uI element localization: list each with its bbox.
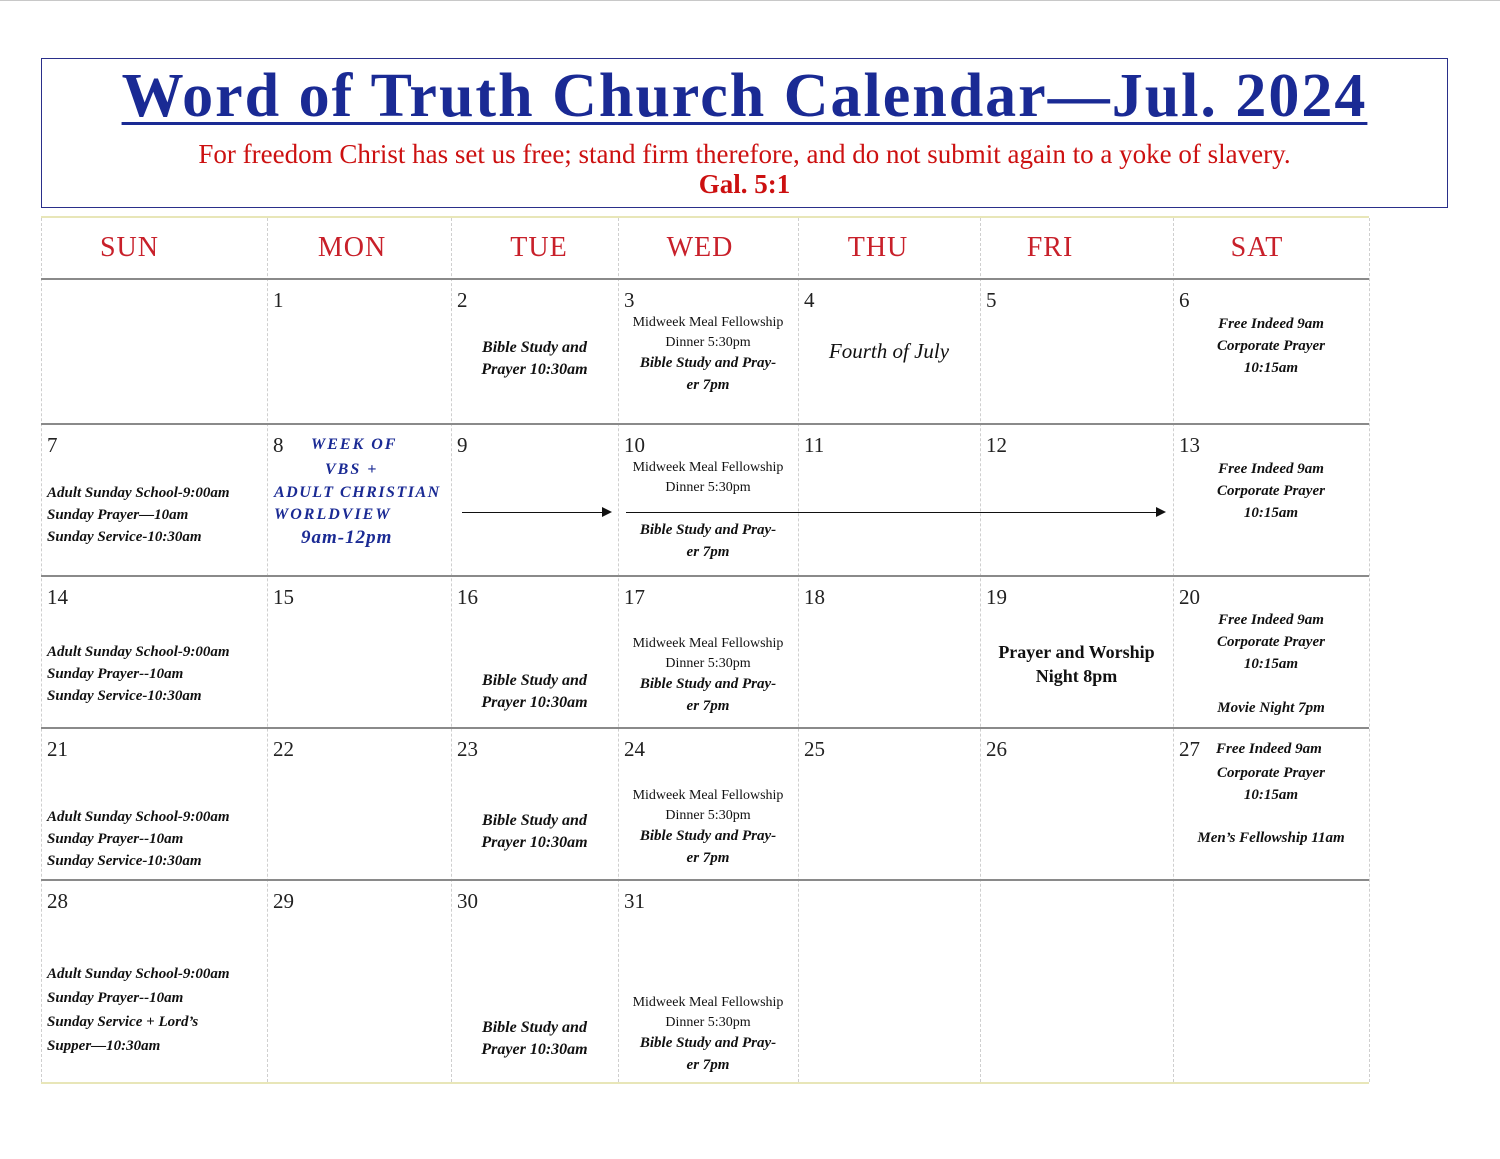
day-cell[interactable] <box>618 280 798 423</box>
event-movie-night: Movie Night 7pm <box>1217 700 1325 716</box>
day-number: 30 <box>457 889 478 913</box>
day-number: 31 <box>624 889 645 913</box>
day-cell[interactable] <box>618 577 798 727</box>
day-number: 27 <box>1179 737 1200 761</box>
column-divider <box>1369 218 1370 1082</box>
event-fourth-of-july: Fourth of July <box>828 339 950 363</box>
day-cell[interactable] <box>980 577 1173 727</box>
day-cell[interactable] <box>618 425 798 575</box>
day-cell[interactable] <box>267 280 451 423</box>
event-sunday-schedule: Adult Sunday School-9:00am Sunday Prayer--10am Sunday Service-10:30am <box>47 809 230 869</box>
event-vbs-line3: ADULT CHRISTIAN <box>274 484 441 501</box>
day-cell[interactable] <box>1173 425 1369 575</box>
weekday-fri: FRI <box>1026 232 1074 263</box>
day-number: 13 <box>1179 433 1200 457</box>
weekday-thu: THU <box>847 232 909 263</box>
event-vbs-line2: VBS + <box>325 461 379 478</box>
event-free-indeed: Free Indeed 9am Corporate Prayer 10:15am <box>1217 461 1325 521</box>
day-number: 9 <box>457 433 468 457</box>
event-free-indeed: Free Indeed 9am Corporate Prayer 10:15am <box>1217 612 1325 672</box>
day-cell[interactable] <box>267 577 451 727</box>
event-prayer-worship-night: Prayer and Worship Night 8pm <box>998 642 1155 686</box>
event-mens-fellowship: Men’s Fellowship 11am <box>1197 830 1345 846</box>
day-cell[interactable] <box>451 729 618 879</box>
day-cell[interactable] <box>41 577 267 727</box>
day-number: 11 <box>804 433 825 457</box>
event-sunday-schedule: Adult Sunday School-9:00am Sunday Prayer—10am Sunday Service-10:30am <box>47 485 230 545</box>
weekday-sat: SAT <box>1230 232 1284 263</box>
day-number: 6 <box>1179 288 1190 312</box>
event-bible-study-prayer: Bible Study and Pray- er 7pm <box>639 676 777 714</box>
event-free-indeed: Free Indeed 9am Corporate Prayer 10:15am <box>1217 316 1325 376</box>
day-number: 21 <box>47 737 68 761</box>
day-cell[interactable] <box>618 881 798 1081</box>
day-cell[interactable] <box>618 729 798 879</box>
day-cell[interactable] <box>798 280 980 423</box>
day-cell[interactable] <box>798 729 980 879</box>
event-bible-study-prayer: Bible Study and Pray- er 7pm <box>639 355 777 393</box>
day-cell-empty <box>980 881 1173 1081</box>
event-vbs-time: 9am-12pm <box>301 527 393 548</box>
weekday-tue: TUE <box>510 232 568 263</box>
day-cell[interactable] <box>451 881 618 1081</box>
event-bible-study-prayer: Bible Study and Pray- er 7pm <box>639 1035 777 1073</box>
event-bible-study: Bible Study and Prayer 10:30am <box>481 339 588 378</box>
day-number: 8 <box>273 433 284 457</box>
calendar-header <box>41 58 1448 208</box>
day-number: 19 <box>986 585 1007 609</box>
event-midweek-meal: Midweek Meal Fellowship Dinner 5:30pm <box>632 636 784 671</box>
day-cell[interactable] <box>980 425 1173 575</box>
event-bible-study: Bible Study and Prayer 10:30am <box>481 1019 588 1058</box>
day-number: 20 <box>1179 585 1200 609</box>
day-cell[interactable] <box>267 729 451 879</box>
day-cell[interactable] <box>798 425 980 575</box>
event-midweek-meal: Midweek Meal Fellowship Dinner 5:30pm <box>632 788 784 823</box>
day-number: 4 <box>804 288 815 312</box>
event-midweek-meal: Midweek Meal Fellowship Dinner 5:30pm <box>632 995 784 1030</box>
event-sunday-schedule: Adult Sunday School-9:00am Sunday Prayer--10am Sunday Service-10:30am <box>47 644 230 704</box>
day-number: 5 <box>986 288 997 312</box>
top-rule <box>0 0 1500 1</box>
day-number: 3 <box>624 288 635 312</box>
day-number: 15 <box>273 585 294 609</box>
scripture-verse: For freedom Christ has set us free; stand firm therefore, and do not submit again to a yoke of slavery. <box>198 139 1291 169</box>
day-cell-empty <box>798 881 980 1081</box>
day-number: 17 <box>624 585 645 609</box>
day-number: 18 <box>804 585 825 609</box>
day-cell[interactable] <box>980 280 1173 423</box>
event-free-indeed: Free Indeed 9am <box>1216 741 1322 757</box>
day-number: 25 <box>804 737 825 761</box>
day-cell[interactable] <box>1173 280 1369 423</box>
grid-bottom-border <box>41 1082 1369 1084</box>
event-midweek-meal: Midweek Meal Fellowship Dinner 5:30pm <box>632 460 784 495</box>
day-cell[interactable] <box>798 577 980 727</box>
day-cell[interactable] <box>41 425 267 575</box>
event-bible-study: Bible Study and Prayer 10:30am <box>481 812 588 851</box>
day-cell[interactable] <box>41 729 267 879</box>
day-cell[interactable] <box>1173 729 1369 879</box>
weekday-wed: WED <box>666 232 734 263</box>
arrow-icon <box>462 512 610 513</box>
day-number: 2 <box>457 288 468 312</box>
page-title: Word of Truth Church Calendar—Jul. 2024 <box>121 62 1368 130</box>
event-bible-study-prayer: Bible Study and Pray- er 7pm <box>639 522 777 560</box>
event-vbs-line4: WORLDVIEW <box>274 506 392 523</box>
day-number: 14 <box>47 585 68 609</box>
event-sunday-schedule: Adult Sunday School-9:00am Sunday Prayer--10am Sunday Service + Lord’s Supper—10:30am <box>47 966 230 1054</box>
scripture-reference: Gal. 5:1 <box>698 169 791 199</box>
day-number: 26 <box>986 737 1007 761</box>
day-number: 22 <box>273 737 294 761</box>
day-cell[interactable] <box>451 425 618 575</box>
day-cell[interactable] <box>451 280 618 423</box>
day-cell[interactable] <box>1173 577 1369 727</box>
day-number: 23 <box>457 737 478 761</box>
day-number: 7 <box>47 433 58 457</box>
day-cell[interactable] <box>41 881 267 1081</box>
weekday-sun: SUN <box>99 232 159 263</box>
day-number: 28 <box>47 889 68 913</box>
day-cell-empty <box>1173 881 1369 1081</box>
day-number: 1 <box>273 288 284 312</box>
day-number: 29 <box>273 889 294 913</box>
day-number: 12 <box>986 433 1007 457</box>
day-cell[interactable] <box>267 425 451 575</box>
day-number: 24 <box>624 737 645 761</box>
day-cell[interactable] <box>451 577 618 727</box>
event-vbs-line1: WEEK OF <box>311 436 398 453</box>
day-cell[interactable] <box>267 881 451 1081</box>
day-number: 16 <box>457 585 478 609</box>
event-corporate-prayer: Corporate Prayer 10:15am <box>1217 765 1325 803</box>
event-midweek-meal: Midweek Meal Fellowship Dinner 5:30pm <box>632 315 784 350</box>
event-bible-study: Bible Study and Prayer 10:30am <box>481 672 588 711</box>
day-cell[interactable] <box>980 729 1173 879</box>
event-bible-study-prayer: Bible Study and Pray- er 7pm <box>639 828 777 866</box>
day-number: 10 <box>624 433 645 457</box>
weekday-mon: MON <box>317 232 387 263</box>
